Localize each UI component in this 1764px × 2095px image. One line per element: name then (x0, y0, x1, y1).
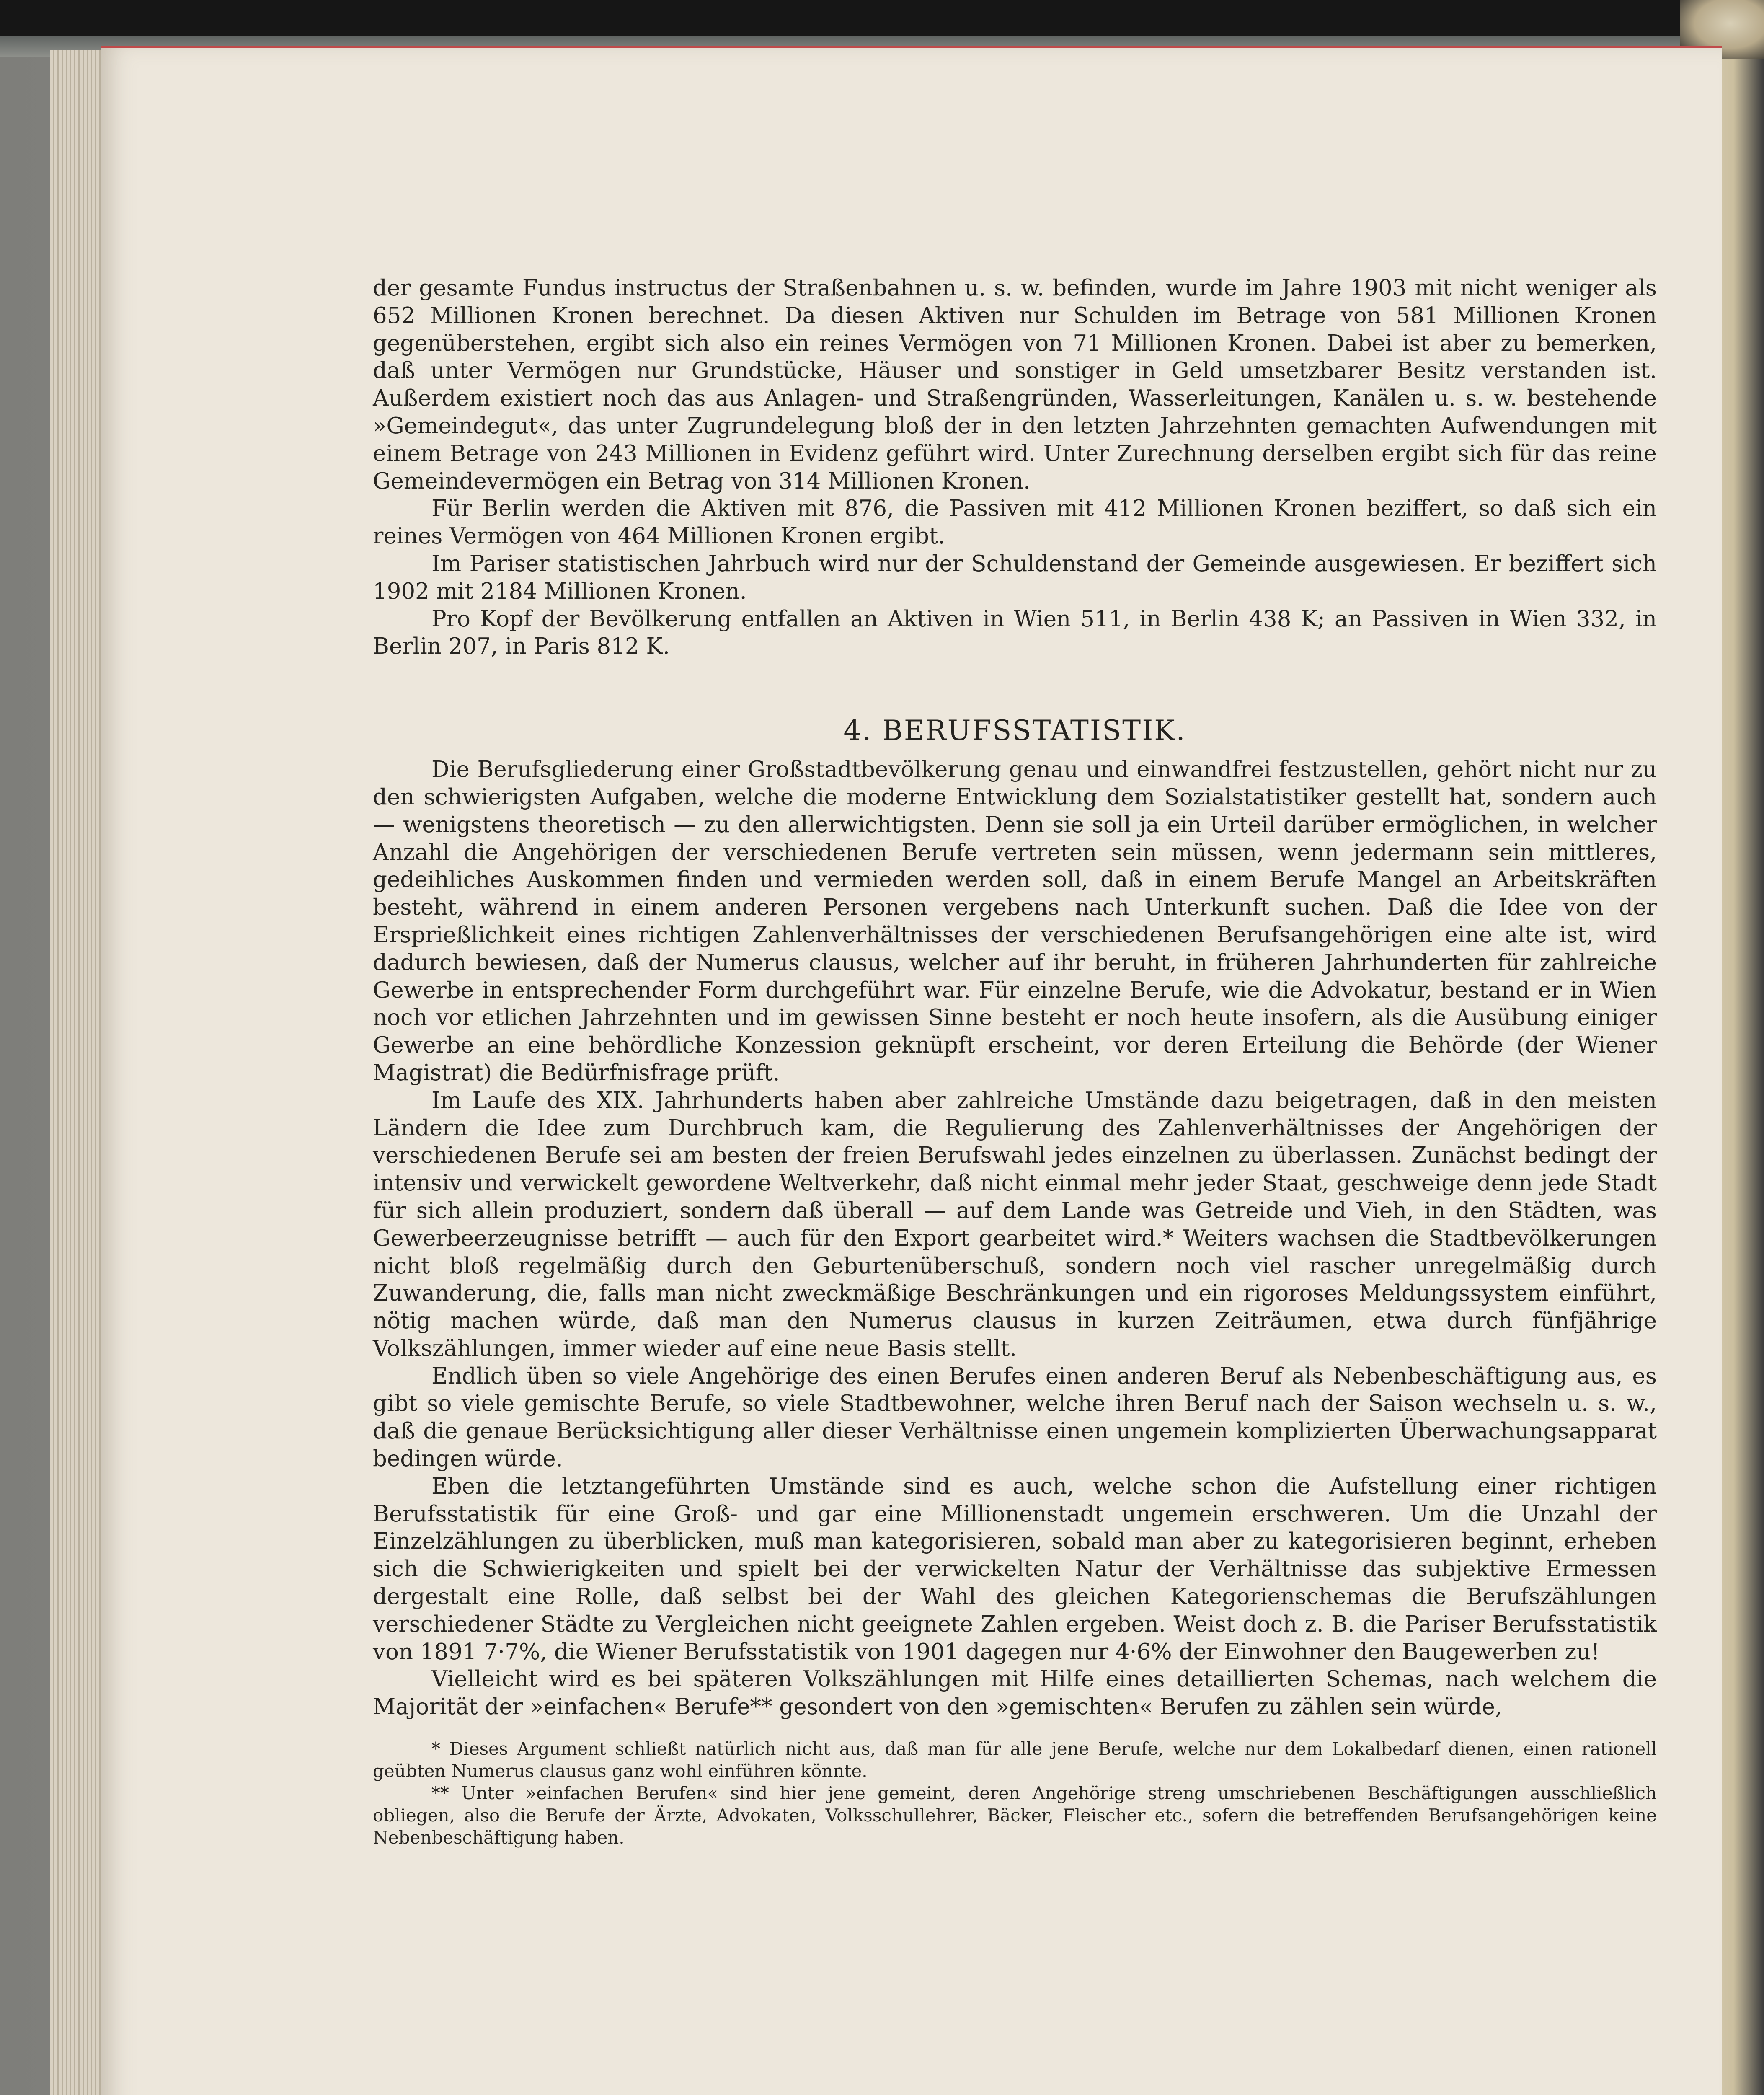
page-content (373, 274, 1657, 1849)
paragraph: Endlich üben so viele Angehörige des einen Berufes einen anderen Beruf als Nebenbeschäftigung aus, es gibt so viele gemischte Berufe, so viele Stadtbewohner, welche ihren Beruf nach der Saison wechseln u. s. w., daß die genaue Berücksichtigung aller dieser Verhältnisse einen ungemein komplizierten Überwachungsapparat bedingen würde. (373, 1363, 1657, 1472)
paragraph: Die Berufsgliederung einer Großstadtbevölkerung genau und einwandfrei festzustellen, gehört nicht nur zu den schwierigsten Aufgaben, welche die moderne Entwicklung dem Sozialstatistiker gestellt hat, sondern auch — wenigstens theoretisch — zu den allerwichtigsten. Denn sie soll ja ein Urteil darüber ermöglichen, in welcher Anzahl die Angehörigen der verschiedenen Berufe vertreten sein müssen, wenn jedermann sein mittleres, gedeihliches Auskommen finden und vermieden werden soll, daß in einem Berufe Mangel an Arbeitskräften besteht, während in einem anderen Personen vergebens nach Unterkunft suchen. Daß die Idee von der Ersprießlichkeit eines richtigen Zahlenverhältnisses der verschiedenen Berufsangehörigen eine alte ist, wird dadurch bewiesen, daß der Numerus clausus, welcher auf ihr beruht, in früheren Jahrhunderten für zahlreiche Gewerbe in entsprechender Form durchgeführt war. Für einzelne Berufe, wie die Advokatur, bestand er in Wien noch vor etlichen Jahrzehnten und im gewissen Sinne besteht er noch heute insofern, als die Ausübung einiger Gewerbe an eine behördliche Konzession geknüpft erscheint, vor deren Erteilung die Behörde (der Wiener Magistrat) die Bedürfnisfrage prüft. (373, 757, 1657, 1086)
footnote: * Dieses Argument schließt natürlich nicht aus, daß man für alle jene Berufe, welche nur dem Lokalbedarf dienen, einen rationell geübten Numerus clausus ganz wohl einführen könnte. (373, 1738, 1657, 1782)
footnote: ** Unter »einfachen Berufen« sind hier jene gemeint, deren Angehörige streng umschriebenen Beschäftigungen ausschließlich obliegen, also die Berufe der Ärzte, Advokaten, Volksschullehrer, Bäcker, Fleischer etc., sofern die betreffenden Berufsangehörigen keine Nebenbeschäftigung haben. (373, 1783, 1657, 1848)
paragraph: Pro Kopf der Bevölkerung entfallen an Aktiven in Wien 511, in Berlin 438 K; an Passiven in Wien 332, in Berlin 207, in Paris 812 K. (373, 606, 1657, 660)
intro-text (373, 274, 1657, 660)
paragraph: der gesamte Fundus instructus der Straßenbahnen u. s. w. befinden, wurde im Jahre 1903 mit nicht weniger als 652 Millionen Kronen berechnet. Da diesen Aktiven nur Schulden im Betrage von 581 Millionen Kronen gegenüberstehen, ergibt sich also ein reines Vermögen von 71 Millionen Kronen. Dabei ist aber zu bemerken, daß unter Vermögen nur Grundstücke, Häuser und sonstiger in Geld umsetzbarer Besitz verstanden ist. Außerdem existiert noch das aus Anlagen- und Straßengründen, Wasserleitungen, Kanälen u. s. w. bestehende »Gemeindegut«, das unter Zugrundelegung bloß der in den letzten Jahrzehnten gemachten Aufwendungen mit einem Betrage von 243 Millionen in Evidenz geführt wird. Unter Zurechnung derselben ergibt sich für das reine Gemeindevermögen ein Betrag von 314 Millionen Kronen. (373, 275, 1657, 494)
paragraph: Im Laufe des XIX. Jahrhunderts haben aber zahlreiche Umstände dazu beigetragen, daß in den meisten Ländern die Idee zum Durchbruch kam, die Regulierung des Zahlenverhältnisses der Angehörigen der verschiedenen Berufe sei am besten der freien Berufswahl jedes einzelnen zu überlassen. Zunächst bedingt der intensiv und verwickelt gewordene Weltverkehr, daß nicht einmal mehr jeder Staat, geschweige denn jede Stadt für sich allein produziert, sondern daß überall — auf dem Lande was Getreide und Vieh, in den Städten, was Gewerbeerzeugnisse betrifft — auch für den Export gearbeitet wird.* Weiters wachsen die Stadtbevölkerungen nicht bloß regelmäßig durch den Geburtenüberschuß, sondern noch viel rascher unregelmäßig durch Zuwanderung, die, falls man nicht zweckmäßige Beschränkungen und ein rigoroses Meldungssystem einführt, nötig machen würde, daß man den Numerus clausus in kurzen Zeiträumen, etwa durch fünfjährige Volkszählungen, immer wieder auf eine neue Basis stellt. (373, 1087, 1657, 1361)
book-page (101, 46, 1722, 2095)
footnotes (373, 1738, 1657, 1849)
section-heading: 4. BERUFSSTATISTIK. (843, 714, 1186, 747)
paragraph: Für Berlin werden die Aktiven mit 876, die Passiven mit 412 Millionen Kronen beziffert, so daß sich ein reines Vermögen von 464 Millionen Kronen ergibt. (373, 496, 1657, 549)
page-top-edge (101, 46, 1722, 48)
paragraph: Im Pariser statistischen Jahrbuch wird nur der Schuldenstand der Gemeinde ausgewiesen. Er beziffert sich 1902 mit 2184 Millionen Kronen. (373, 551, 1657, 604)
paragraph: Vielleicht wird es bei späteren Volkszählungen mit Hilfe eines detaillierten Schemas, nach welchem die Majorität der »einfachen« Berufe** gesondert von den »gemischten« Berufen zu zählen sein würde, (373, 1666, 1657, 1720)
paragraph: Eben die letztangeführten Umstände sind es auch, welche schon die Aufstellung einer richtigen Berufsstatistik für eine Groß- und gar eine Millionenstadt ungemein erschweren. Um die Unzahl der Einzelzählungen zu überblicken, muß man kategorisieren, sobald man aber zu kategorisieren beginnt, erheben sich die Schwierigkeiten und spielt bei der verwickelten Natur der Verhältnisse das subjektive Ermessen dergestalt eine Rolle, daß selbst bei der Wahl des gleichen Kategorienschemas die Berufszählungen verschiedener Städte zu Vergleichen nicht geeignete Zahlen ergeben. Weist doch z. B. die Pariser Berufsstatistik von 1891 7·7%, die Wiener Berufsstatistik von 1901 dagegen nur 4·6% der Einwohner den Baugewerben zu! (373, 1473, 1657, 1665)
section-text (373, 756, 1657, 1721)
